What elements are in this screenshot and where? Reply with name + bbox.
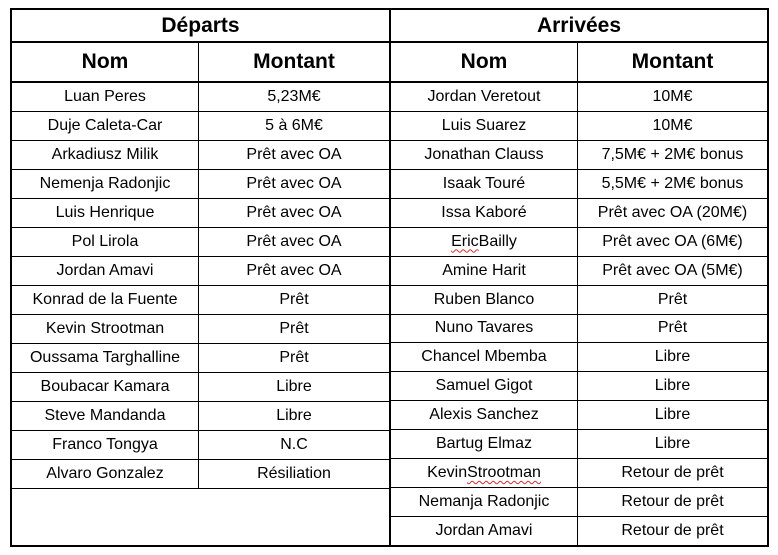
amount-cell: Prêt avec OA (6M€) [602, 232, 743, 250]
amount-cell: Prêt [279, 349, 309, 366]
table-row [391, 459, 767, 488]
table-row [391, 228, 767, 257]
amount-cell: Libre [276, 378, 312, 395]
arrivals-header-row [391, 43, 767, 83]
column-header-nom: Nom [12, 43, 199, 81]
amount-cell: Résiliation [257, 465, 331, 482]
column-header-montant: Montant [631, 50, 714, 73]
table-row [12, 170, 389, 199]
table-row [391, 488, 767, 517]
player-name-cell: Boubacar Kamara [12, 373, 199, 401]
amount-cell: Prêt avec OA (20M€) [597, 203, 748, 221]
player-name-cell: Steve Mandanda [12, 402, 199, 430]
player-name-cell: Ruben Blanco [391, 286, 578, 314]
misspelled-word: Strootman [467, 464, 541, 482]
amount-cell: Prêt [279, 291, 309, 308]
amount-cell: 5 à 6M€ [265, 117, 323, 134]
table-row [391, 401, 767, 430]
table-row [12, 286, 389, 315]
amount-cell: 7,5M€ + 2M€ bonus [601, 145, 744, 163]
amount-cell: Prêt avec OA [246, 262, 342, 279]
player-name-cell: Nuno Tavares [391, 315, 578, 343]
amount-cell: Prêt [279, 320, 309, 337]
table-row [12, 373, 389, 402]
player-name-cell: Samuel Gigot [391, 372, 578, 400]
table-row [12, 402, 389, 431]
player-name-cell: Konrad de la Fuente [12, 286, 199, 314]
amount-cell: Libre [276, 407, 312, 424]
column-header-montant: Montant [253, 50, 335, 73]
amount-cell: Retour de prêt [621, 493, 724, 511]
player-name-cell: Jordan Veretout [391, 83, 578, 111]
amount-cell: Libre [654, 435, 691, 453]
table-row [12, 344, 389, 373]
player-name: Bailly [478, 232, 517, 250]
table-row [12, 112, 389, 141]
misspelled-word: Eric [451, 232, 479, 250]
empty-merged-cell [12, 489, 389, 545]
player-name-cell: Luis Henrique [12, 199, 199, 227]
amount-cell: Retour de prêt [621, 522, 724, 540]
amount-cell: Retour de prêt [621, 464, 724, 482]
table-row [12, 431, 389, 460]
arrivals-table [391, 10, 767, 545]
player-name-cell: Chancel Mbemba [391, 343, 578, 371]
departures-title: Départs [161, 13, 240, 37]
amount-cell: 5,23M€ [267, 88, 321, 105]
player-name-cell: Arkadiusz Milik [12, 141, 199, 169]
amount-cell: Prêt avec OA [246, 146, 342, 163]
departures-title-cell [12, 10, 389, 43]
table-row [391, 257, 767, 286]
departures-header-row [12, 43, 389, 83]
transfers-table [10, 8, 769, 547]
player-name-cell [391, 228, 578, 256]
table-row [12, 315, 389, 344]
table-row [391, 343, 767, 372]
player-name-cell: Duje Caleta-Car [12, 112, 199, 140]
amount-cell: Prêt avec OA [246, 175, 342, 192]
player-name-cell: Issa Kaboré [391, 199, 578, 227]
table-row [391, 430, 767, 459]
player-name-cell: Isaak Touré [391, 170, 578, 198]
player-name-cell: Oussama Targhalline [12, 344, 199, 372]
arrivals-title: Arrivées [536, 13, 622, 37]
player-name-cell: Jonathan Clauss [391, 141, 578, 169]
amount-cell: Prêt avec OA [246, 204, 342, 221]
player-name-cell: Nemenja Radonjic [12, 170, 199, 198]
amount-cell: N.C [280, 436, 308, 453]
table-row [12, 460, 389, 489]
player-name-cell: Kevin Strootman [12, 315, 199, 343]
amount-cell: 10M€ [652, 116, 693, 134]
player-name-cell: Pol Lirola [12, 228, 199, 256]
player-name-cell: Alvaro Gonzalez [12, 460, 199, 488]
table-row [391, 83, 767, 112]
amount-cell: 10M€ [652, 87, 693, 105]
departures-table [12, 10, 391, 545]
arrivals-title-cell [391, 10, 767, 43]
table-row [12, 199, 389, 228]
table-row [12, 257, 389, 286]
player-name-cell: Jordan Amavi [12, 257, 199, 285]
table-row [391, 112, 767, 141]
amount-cell: 5,5M€ + 2M€ bonus [601, 174, 744, 192]
amount-cell: Prêt avec OA [246, 233, 342, 250]
player-name-cell: Amine Harit [391, 257, 578, 285]
amount-cell: Prêt avec OA (5M€) [602, 261, 743, 279]
table-row [391, 170, 767, 199]
player-name-cell: Luan Peres [12, 83, 199, 111]
column-header-nom: Nom [391, 43, 578, 81]
amount-cell: Libre [654, 377, 691, 395]
player-name-cell: Alexis Sanchez [391, 401, 578, 429]
player-name-cell [391, 459, 578, 487]
amount-cell: Libre [654, 348, 691, 366]
player-name: Kevin [427, 464, 468, 482]
table-row [391, 199, 767, 228]
amount-cell: Prêt [657, 290, 688, 308]
player-name-cell: Luis Suarez [391, 112, 578, 140]
player-name-cell: Jordan Amavi [391, 517, 578, 545]
player-name-cell: Bartug Elmaz [391, 430, 578, 458]
table-row [391, 315, 767, 344]
table-row [391, 141, 767, 170]
table-row [12, 83, 389, 112]
amount-cell: Libre [654, 406, 691, 424]
table-row [391, 517, 767, 545]
player-name-cell: Franco Tongya [12, 431, 199, 459]
table-row [391, 286, 767, 315]
table-row [12, 141, 389, 170]
table-row [391, 372, 767, 401]
table-row [12, 228, 389, 257]
amount-cell: Prêt [657, 319, 688, 337]
player-name-cell: Nemanja Radonjic [391, 488, 578, 516]
